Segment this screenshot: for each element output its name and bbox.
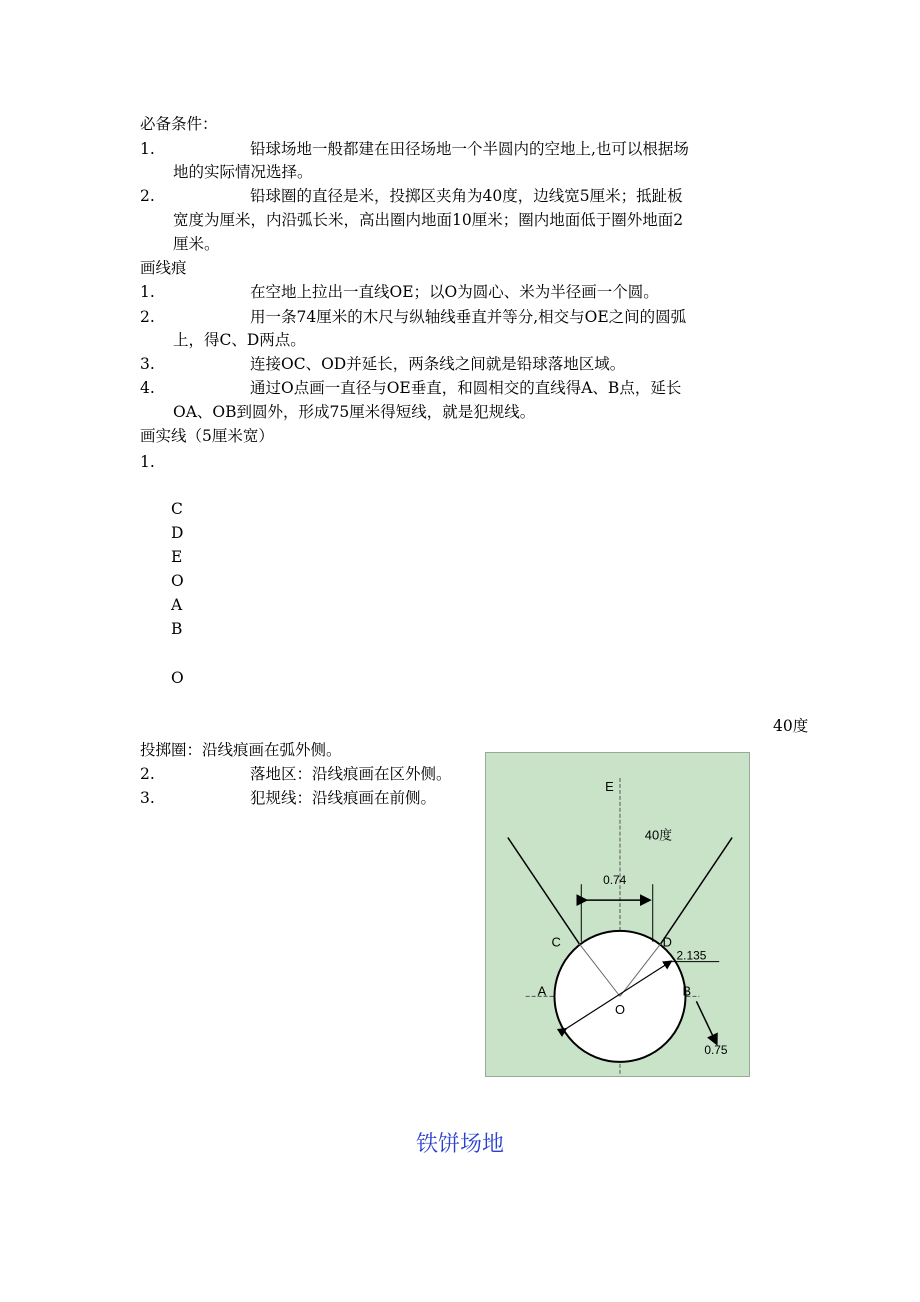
letter-a: A bbox=[171, 596, 183, 614]
letter-c: C bbox=[171, 500, 183, 518]
label-width: 0.74 bbox=[603, 873, 627, 888]
mark-item-4-num: 4. bbox=[140, 379, 155, 397]
required-item-1-line2: 地的实际情况选择。 bbox=[173, 163, 313, 181]
required-item-2-line1: 铅球圈的直径是米，投掷区夹角为40度，边线宽5厘米；抵趾板 bbox=[250, 187, 683, 205]
sector-line-right bbox=[661, 838, 732, 944]
required-item-2-line2: 宽度为厘米，内沿弧长米，高出圈内地面10厘米；圈内地面低于圈外地面2 bbox=[173, 211, 684, 229]
foul-line-arrow bbox=[696, 1001, 716, 1043]
mark-item-2-line1: 用一条74厘米的木尺与纵轴线垂直并等分,相交与OE之间的圆弧 bbox=[250, 308, 687, 326]
mark-item-4-line2: OA、OB到圆外，形成75厘米得短线，就是犯规线。 bbox=[173, 403, 536, 421]
mark-item-1-num: 1. bbox=[140, 283, 155, 301]
mark-item-3-num: 3. bbox=[140, 355, 155, 373]
solid-item-2-num: 2. bbox=[140, 765, 155, 783]
sector-line-left bbox=[508, 838, 579, 944]
letter-d: D bbox=[171, 524, 184, 542]
mark-item-1-line1: 在空地上拉出一直线OE；以O为圆心、米为半径画一个圆。 bbox=[250, 283, 659, 301]
mark-item-3-line1: 连接OC、OD并延长，两条线之间就是铅球落地区域。 bbox=[250, 355, 626, 373]
heading-marks: 画线痕 bbox=[140, 259, 187, 277]
letter-o: O bbox=[171, 572, 184, 590]
label-foul: 0.75 bbox=[704, 1042, 728, 1057]
diagram-svg bbox=[486, 753, 749, 1076]
label-angle: 40度 bbox=[644, 827, 673, 843]
heading-solid: 画实线（5厘米宽） bbox=[140, 427, 274, 445]
letter-e: E bbox=[171, 548, 183, 566]
mark-item-4-line1: 通过O点画一直径与OE垂直，和圆相交的直线得A、B点，延长 bbox=[250, 379, 682, 397]
caption-link[interactable]: 铁饼场地 bbox=[415, 1132, 504, 1157]
shot-put-field-diagram bbox=[485, 752, 750, 1077]
solid-item-2: 落地区：沿线痕画在区外侧。 bbox=[250, 765, 452, 783]
solid-item-3-num: 3. bbox=[140, 789, 155, 807]
throwing-circle bbox=[551, 931, 685, 1062]
solid-item-1: 投掷圈：沿线痕画在弧外侧。 bbox=[140, 741, 342, 759]
required-item-2-num: 2. bbox=[140, 187, 155, 205]
label-diameter: 2.135 bbox=[676, 948, 707, 963]
label-b: B bbox=[682, 983, 692, 999]
letter-b: B bbox=[171, 620, 183, 638]
solid-item-3: 犯规线：沿线痕画在前侧。 bbox=[250, 789, 437, 807]
required-item-1-num: 1. bbox=[140, 140, 155, 158]
required-item-2-line3: 厘米。 bbox=[173, 235, 220, 253]
solid-num: 1. bbox=[140, 453, 155, 471]
label-o: O bbox=[615, 1002, 626, 1018]
mark-item-2-num: 2. bbox=[140, 308, 155, 326]
label-c: C bbox=[551, 934, 561, 950]
label-e: E bbox=[605, 778, 614, 794]
label-a: A bbox=[537, 983, 547, 999]
angle-text: 40度 bbox=[773, 717, 809, 735]
heading-required: 必备条件： bbox=[140, 115, 218, 133]
label-d: D bbox=[662, 934, 672, 950]
required-item-1-line1: 铅球场地一般都建在田径场地一个半圆内的空地上,也可以根据场 bbox=[250, 140, 689, 158]
letter-o-2: O bbox=[171, 669, 184, 687]
mark-item-2-line2: 上，得C、D两点。 bbox=[173, 331, 306, 349]
